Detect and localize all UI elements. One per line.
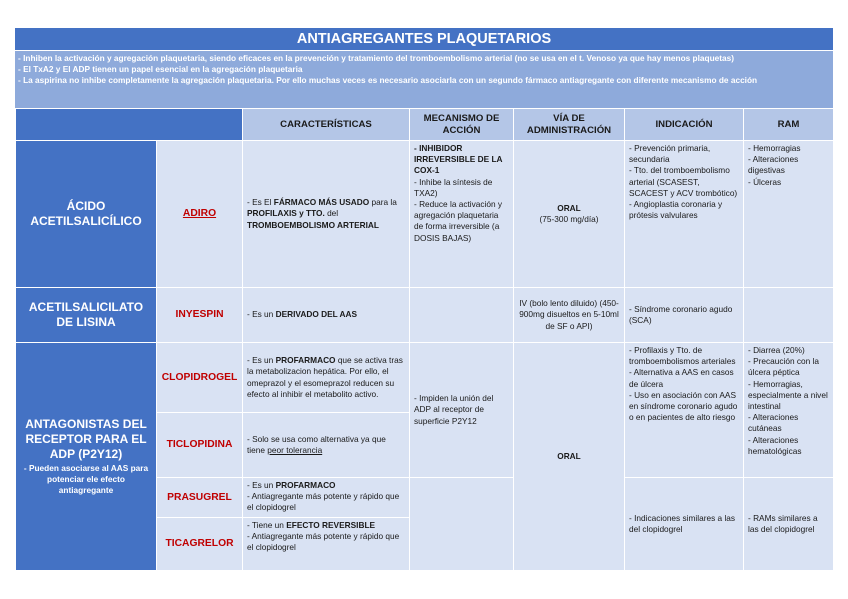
newer-mecanismo xyxy=(410,478,514,571)
row-adiro xyxy=(16,141,834,288)
inyespin-via: IV (bolo lento diluido) (450-900mg disueltos en 5-10ml de SF o API) xyxy=(514,288,625,343)
group-aas: ÁCIDO ACETILSALICÍLICO xyxy=(16,141,157,288)
drug-ticlopidina: TICLOPIDINA xyxy=(157,413,243,478)
inyespin-ram xyxy=(744,288,834,343)
adiro-ram: - Hemorragias - Alteraciones digestivas - Úlceras xyxy=(744,141,834,288)
inyespin-caracteristicas: - Es un DERIVADO DEL AAS xyxy=(243,288,410,343)
group-p2y12: ANTAGONISTAS DEL RECEPTOR PARA EL ADP (P2Y12) - Pueden asociarse al AAS para potenciar ele efecto antiagregante xyxy=(16,343,157,571)
clopidogrel-caracteristicas: - Es un PROFARMACO que se activa tras la metabolizacion hepática. Por ello, el omeprazol y el esomeprazol reducen su efecto al inhibir el metabolito activo. xyxy=(243,343,410,413)
inyespin-mecanismo xyxy=(410,288,514,343)
drug-inyespin: INYESPIN xyxy=(157,288,243,343)
intro-notes xyxy=(15,51,833,108)
prasugrel-caracteristicas: - Es un PROFARMACO - Antiagregante más potente y rápido que el clopidogrel xyxy=(243,478,410,518)
header-row xyxy=(16,109,834,141)
clopidogrel-indicacion: - Profilaxis y Tto. de tromboembolismos arteriales - Alternativa a AAS en casos de úlcera - Uso en asociación con AAS en síndrome coronario agudo o en pacientes de alto riesgo xyxy=(625,343,744,478)
sheet-title: ANTIAGREGANTES PLAQUETARIOS xyxy=(15,28,833,51)
drug-ticagrelor: TICAGRELOR xyxy=(157,518,243,571)
header-via: VÍA DE ADMINISTRACIÓN xyxy=(514,109,625,141)
antiagregantes-sheet xyxy=(15,28,833,571)
p2y12-mecanismo: - Impiden la unión del ADP al receptor de superficie P2Y12 xyxy=(410,343,514,478)
row-inyespin xyxy=(16,288,834,343)
newer-indicacion: - Indicaciones similares a las del clopidogrel xyxy=(625,478,744,571)
adiro-via: ORAL (75-300 mg/día) xyxy=(514,141,625,288)
ticagrelor-caracteristicas: - Tiene un EFECTO REVERSIBLE - Antiagregante más potente y rápido que el clopidogrel xyxy=(243,518,410,571)
drug-clopidogrel: CLOPIDROGEL xyxy=(157,343,243,413)
header-caracteristicas: CARACTERÍSTICAS xyxy=(243,109,410,141)
intro-line: - Inhiben la activación y agregación plaquetaria, siendo eficaces en la prevención y tratamiento del tromboembolismo arterial (no se usa en el t. Venoso ya que hay menos plaquetas) xyxy=(18,53,735,63)
adiro-indicacion: - Prevención primaria, secundaria - Tto. del tromboembolismo arterial (SCASEST, SCACEST y ACV trombótico) - Angioplastia coronaria y prótesis valvulares xyxy=(625,141,744,288)
inyespin-indicacion: - Síndrome coronario agudo (SCA) xyxy=(625,288,744,343)
ticlopidina-caracteristicas: - Solo se usa como alternativa ya que tiene peor tolerancia xyxy=(243,413,410,478)
newer-ram: - RAMs similares a las del clopidogrel xyxy=(744,478,834,571)
header-blank xyxy=(16,109,243,141)
adiro-mecanismo: - INHIBIDOR IRREVERSIBLE DE LA COX-1 - Inhibe la síntesis de TXA2) - Reduce la activación y agregación plaquetaria de forma irreversible (a DOSIS BAJAS) xyxy=(410,141,514,288)
intro-line: - El TxA2 y El ADP tienen un papel esencial en la agregación plaquetaria xyxy=(18,64,303,74)
drug-table xyxy=(15,108,834,571)
group-lisina: ACETILSALICILATO DE LISINA xyxy=(16,288,157,343)
header-indicacion: INDICACIÓN xyxy=(625,109,744,141)
header-ram: RAM xyxy=(744,109,834,141)
drug-adiro: ADIRO xyxy=(157,141,243,288)
p2y12-via: ORAL xyxy=(514,343,625,571)
drug-prasugrel: PRASUGREL xyxy=(157,478,243,518)
header-mecanismo: MECANISMO DE ACCIÓN xyxy=(410,109,514,141)
row-clopidogrel xyxy=(16,343,834,413)
adiro-caracteristicas: - Es El FÁRMACO MÁS USADO para la PROFILAXIS y TTO. del TROMBOEMBOLISMO ARTERIAL xyxy=(243,141,410,288)
intro-line: - La aspirina no inhibe completamente la agregación plaquetaria. Por ello muchas veces es necesario asociarla con un segundo fármaco antiagregante con diferente mecanismo de acción xyxy=(18,75,758,85)
clopidogrel-ram: - Diarrea (20%) - Precaución con la úlcera péptica - Hemorragias, especialmente a nivel intestinal - Alteraciones cutáneas - Alteraciones hematológicas xyxy=(744,343,834,478)
